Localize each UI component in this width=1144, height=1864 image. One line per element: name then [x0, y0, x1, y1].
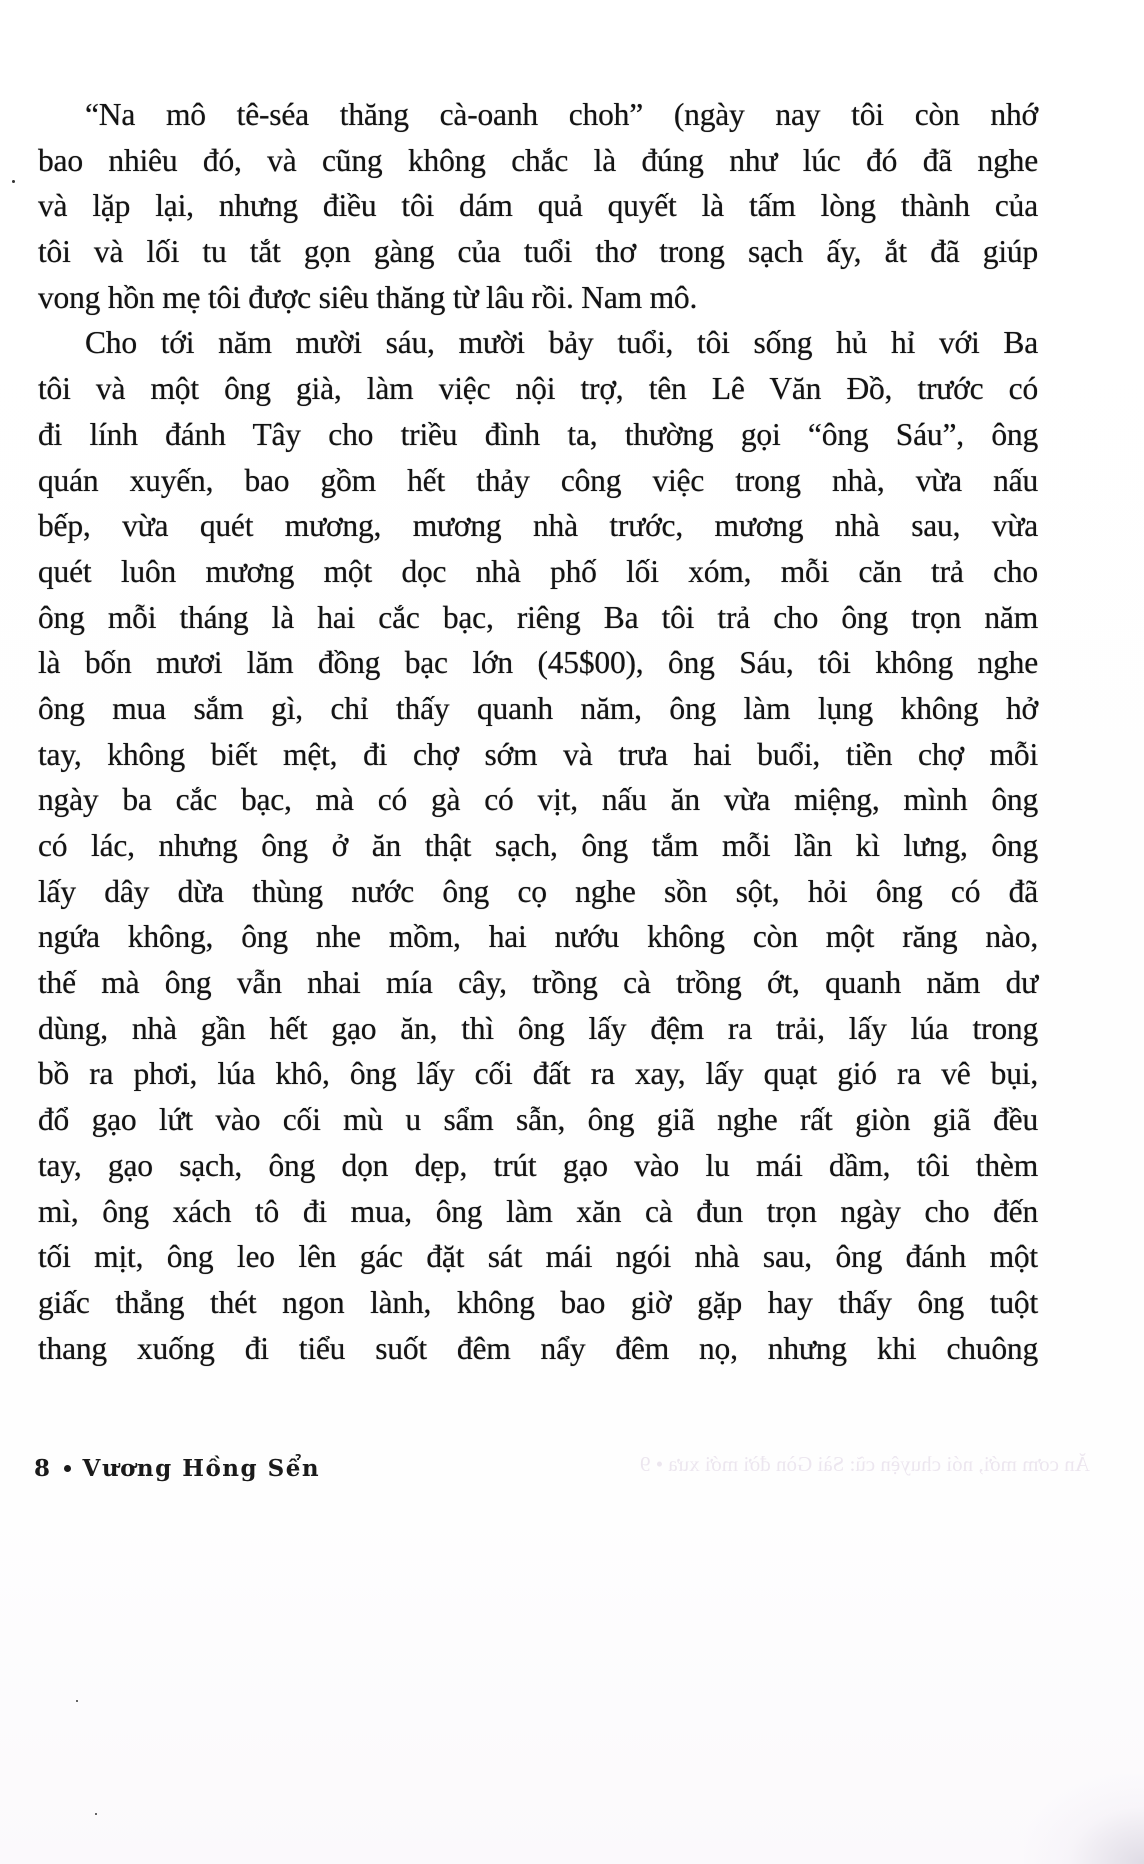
text-line: thế mà ông vẫn nhai mía cây, trồng cà trồng ớt, quanh năm dư	[38, 965, 1038, 1001]
paragraph-2	[38, 320, 1038, 1371]
text-line: thang xuống đi tiểu suốt đêm nẩy đêm nọ, nhưng khi chuông	[38, 1330, 1038, 1366]
text-line: “Na mô tê-séa thăng cà-oanh choh” (ngày nay tôi còn nhớ	[85, 97, 1038, 132]
text-line: ông mỗi tháng là hai cắc bạc, riêng Ba tôi trả cho ông trọn năm	[38, 599, 1038, 635]
text-line: mì, ông xách tô đi mua, ông làm xăn cà đun trọn ngày cho đến	[38, 1193, 1038, 1229]
text-line: tôi và một ông già, làm việc nội trợ, tên Lê Văn Đồ, trước có	[38, 371, 1038, 407]
text-line: đi lính đánh Tây cho triều đình ta, thường gọi “ông Sáu”, ông	[38, 416, 1038, 452]
text-line: tay, không biết mệt, đi chợ sớm và trưa hai buổi, tiền chợ mỗi	[38, 736, 1038, 772]
scan-speck	[76, 1700, 78, 1702]
text-line: đổ gạo lứt vào cối mù u sẩm sẫn, ông giã nghe rất giòn giã đều	[38, 1102, 1038, 1138]
text-line: giấc thẳng thét ngon lành, không bao giờ gặp hay thấy ông tuột	[38, 1284, 1038, 1320]
text-line: và lặp lại, nhưng điều tôi dám quả quyết là tấm lòng thành của	[38, 188, 1038, 224]
text-line: bếp, vừa quét mương, mương nhà trước, mương nhà sau, vừa	[38, 508, 1038, 544]
paragraph-1	[38, 92, 1038, 320]
bullet-separator-icon	[64, 1465, 71, 1472]
text-line: bao nhiêu đó, và cũng không chắc là đúng như lúc đó đã nghe	[38, 142, 1038, 178]
text-line: tay, gạo sạch, ông dọn dẹp, trút gạo vào lu mái dầm, tôi thèm	[38, 1147, 1038, 1183]
text-line: Cho tới năm mười sáu, mười bảy tuổi, tôi sống hủ hỉ với Ba	[85, 325, 1038, 361]
text-line: bồ ra phơi, lúa khô, ông lấy cối đất ra xay, lấy quạt gió ra vê bụi,	[38, 1056, 1038, 1092]
text-line: lấy dây dừa thùng nước ông cọ nghe sồn sột, hỏi ông có đã	[38, 873, 1038, 909]
text-line: quán xuyến, bao gồm hết thảy công việc trong nhà, vừa nấu	[38, 462, 1038, 498]
scan-speck	[12, 180, 15, 183]
text-line: ông mua sắm gì, chỉ thấy quanh năm, ông làm lụng không hở	[38, 690, 1038, 726]
author-name: Vương Hồng Sển	[82, 1455, 321, 1482]
text-line: ngứa không, ông nhe mồm, hai nướu không còn một răng nào,	[38, 919, 1038, 955]
text-line: ngày ba cắc bạc, mà có gà có vịt, nấu ăn vừa miệng, mình ông	[38, 782, 1038, 818]
text-line: tôi và lối tu tắt gọn gàng của tuổi thơ trong sạch ấy, ắt đã giúp	[38, 234, 1038, 270]
text-line: là bốn mươi lăm đồng bạc lớn (45$00), ông Sáu, tôi không nghe	[38, 645, 1038, 681]
page-corner-shadow	[1024, 1774, 1144, 1864]
text-line: dùng, nhà gần hết gạo ăn, thì ông lấy đệm ra trải, lấy lúa trong	[38, 1010, 1038, 1046]
scan-speck	[95, 1813, 97, 1815]
body-text	[38, 92, 1038, 1371]
text-line: quét luôn mương một dọc nhà phố lối xóm, mỗi căn trả cho	[38, 553, 1038, 589]
running-footer	[34, 1455, 320, 1482]
show-through-text: Ăn cơm mới, nói chuyện cũ: Sài Gòn đời mới xưa • 9	[640, 1452, 1090, 1476]
text-line: vong hồn mẹ tôi được siêu thăng từ lâu rồi. Nam mô.	[38, 279, 698, 315]
page-number: 8	[34, 1455, 52, 1482]
text-line: có lác, nhưng ông ở ăn thật sạch, ông tắm mỗi lần kì lưng, ông	[38, 828, 1038, 863]
text-line: tối mịt, ông leo lên gác đặt sát mái ngói nhà sau, ông đánh một	[38, 1239, 1038, 1275]
